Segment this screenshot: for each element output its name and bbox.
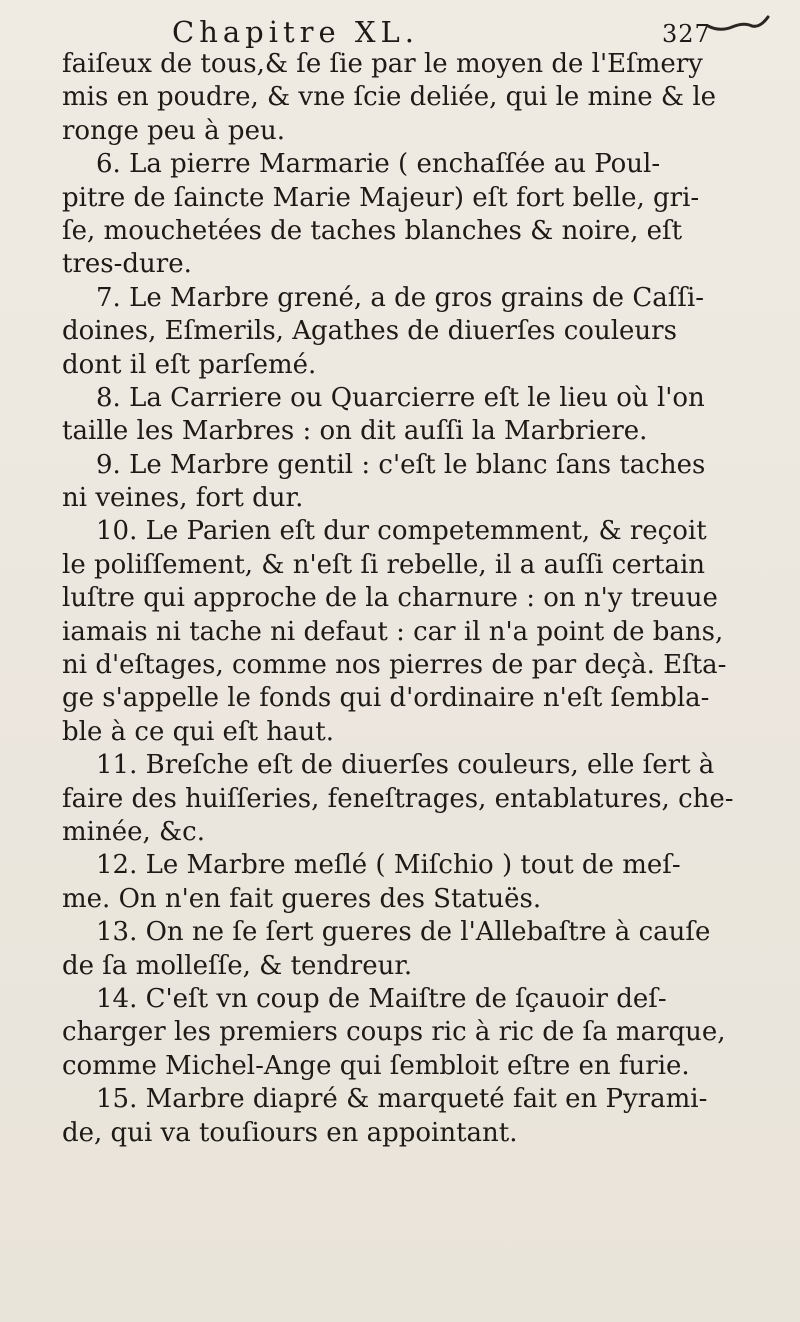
body-text	[62, 48, 774, 1150]
text-line: 7. Le Marbre grené, a de gros grains de Caſſi-	[96, 282, 705, 313]
text-line: 8. La Carriere ou Quarcierre eſt le lieu où l'on	[96, 382, 705, 413]
text-line: 11. Breſche eſt de diuerſes couleurs, elle ſert à	[96, 750, 715, 781]
text-line: ſe, mouchetées de taches blanches & noire, eſt	[62, 215, 683, 246]
text-line: tres-dure.	[62, 249, 192, 280]
text-line: comme Michel-Ange qui ſembloit eſtre en furie.	[62, 1050, 690, 1081]
running-header	[172, 14, 711, 50]
text-line: 10. Le Parien eſt dur competemment, & reçoit	[96, 516, 707, 547]
text-line: charger les premiers coups ric à ric de ſa marque,	[62, 1017, 726, 1048]
ink-mark-icon	[706, 14, 770, 34]
text-line: 14. C'eſt vn coup de Maiſtre de ſçauoir deſ-	[96, 983, 667, 1014]
text-line: ni d'eſtages, comme nos pierres de par deçà. Eſta-	[62, 650, 727, 681]
text-line: ronge peu à peu.	[62, 115, 285, 146]
text-line: luſtre qui approche de la charnure : on n'y treuue	[62, 583, 718, 614]
text-line: 12. Le Marbre meſlé ( Miſchio ) tout de meſ-	[96, 850, 681, 881]
text-line: dont il eſt parſemé.	[62, 349, 317, 380]
text-line: 9. Le Marbre gentil : c'eſt le blanc ſans taches	[96, 449, 706, 480]
text-line: iamais ni tache ni defaut : car il n'a point de bans,	[62, 616, 724, 647]
text-line: ge s'appelle le fonds qui d'ordinaire n'eſt ſembla-	[62, 683, 710, 714]
text-line: faire des huiſſeries, feneſtrages, entablatures, che-	[62, 783, 734, 814]
text-line: doines, Eſmerils, Agathes de diuerſes couleurs	[62, 316, 677, 347]
text-line: minée, &c.	[62, 816, 205, 847]
text-line: 13. On ne ſe ſert gueres de l'Allebaſtre à cauſe	[96, 917, 711, 948]
text-line: taille les Marbres : on dit auſſi la Marbriere.	[62, 416, 648, 447]
text-line: de ſa molleſſe, & tendreur.	[62, 950, 413, 981]
text-line: le poliſſement, & n'eſt ſi rebelle, il a auſſi certain	[62, 549, 706, 580]
text-line: ni veines, fort dur.	[62, 483, 304, 514]
text-line: me. On n'en fait gueres des Statuës.	[62, 883, 542, 914]
text-line: pitre de ſaincte Marie Majeur) eſt fort belle, gri-	[62, 182, 700, 213]
text-line: ble à ce qui eſt haut.	[62, 716, 334, 747]
text-line: 15. Marbre diapré & marqueté fait en Pyrami-	[96, 1084, 708, 1115]
text-line: 6. La pierre Marmarie ( enchaſſée au Poul-	[96, 149, 661, 180]
text-line: faiſeux de tous,& ſe ſie par le moyen de l'Eſmery	[62, 49, 703, 79]
chapter-title: Chapitre XL.	[172, 15, 420, 49]
page-number: 327	[662, 20, 711, 48]
text-line: mis en poudre, & vne ſcie deliée, qui le mine & le	[62, 82, 717, 113]
text-line: de, qui va touſiours en appointant.	[62, 1117, 518, 1148]
